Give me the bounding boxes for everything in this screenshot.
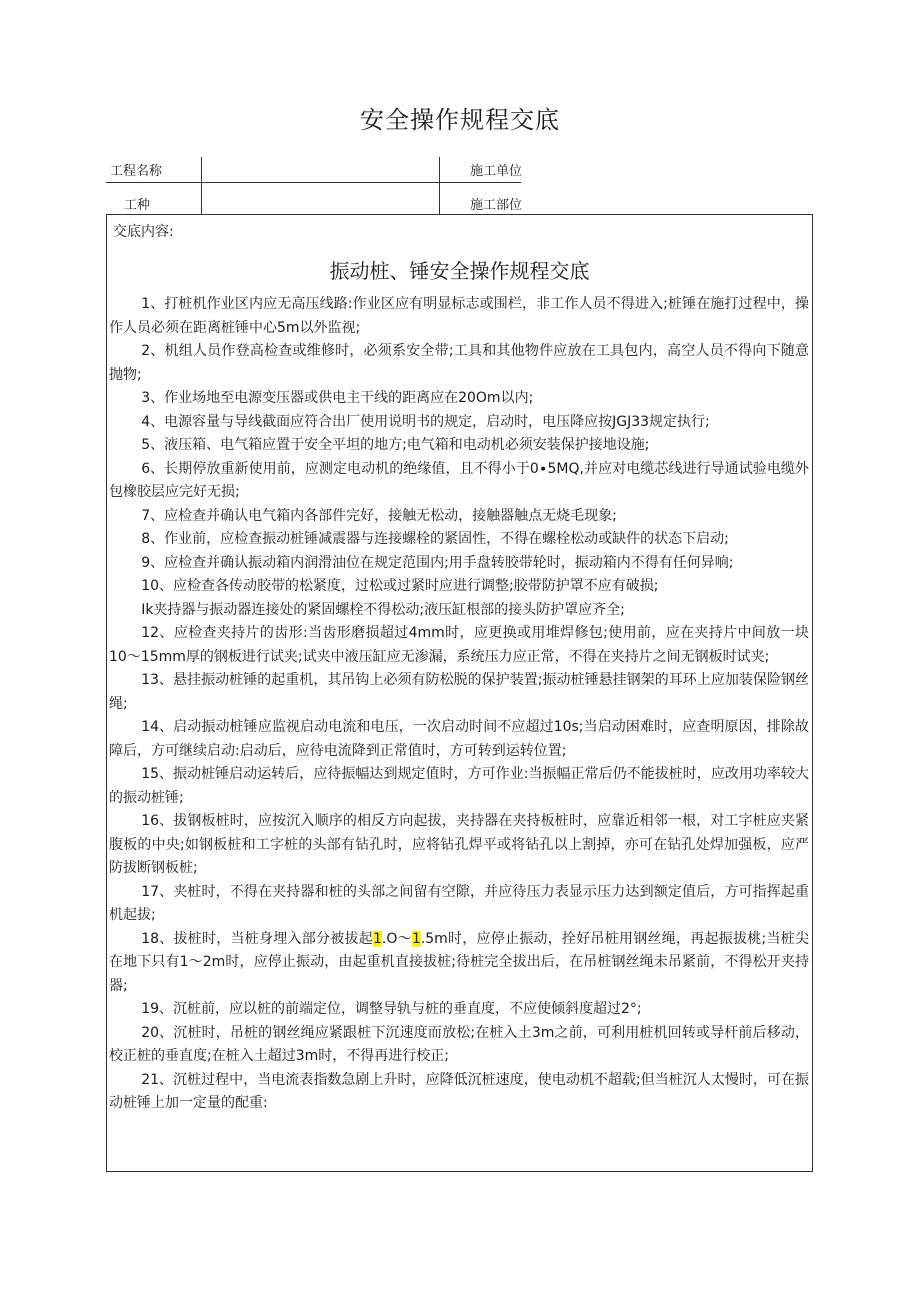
content-box <box>106 214 813 1172</box>
rule-18-text-mid: .O〜 <box>381 930 412 947</box>
rule-item: 14、启动振动桩锤应监视启动电流和电压，一次启动时间不应超过10s;当启动困难时，应查明原因，排除故障后，方可继续启动:启动后，应待电流降到正常值时，方可转到运转位置; <box>109 719 809 759</box>
rule-item: 10、应检查各传动胶带的松紧度，过松或过紧时应进行调整;胶带防护罩不应有破损; <box>141 578 659 594</box>
project-name-label: 工程名称 <box>110 164 163 179</box>
rule-item: 2、机组人员作登高检查或维修时，必须系安全带;工具和其他物件应放在工具包内，高空人员不得向下随意抛物; <box>109 343 809 383</box>
rules-list <box>109 293 809 1116</box>
rule-18-text-after: .5m时，应停止振动，拴好吊桩用钢丝绳，再起振拔桃;当桩尖在地下只有1〜2m时，应停止振动，由起重机直接拔桩;待桩完全拔出后，在吊桩钢丝绳未吊紧前，不得松开夹持器; <box>109 930 809 994</box>
rule-item: 12、应检查夹持片的齿形:当齿形磨损超过4mm时，应更换或用堆焊修包;使用前，应在夹持片中间放一块10〜15mm厚的钢板进行试夹;试夹中液压缸应无渗漏，系统压力应正常，不得在夹持片之间无钢板时试夹; <box>109 625 809 665</box>
rule-18-text-before: 18、拔桩时，当桩身埋入部分被拔起 <box>141 930 373 947</box>
rule-item: 4、电源容量与导线截面应符合出厂使用说明书的规定，启动时，电压降应按JGJ33规定执行; <box>141 413 710 430</box>
rule-item: 13、悬挂振动桩锤的起重机，其吊钩上必须有防松脱的保护装置;振动桩锤悬挂钢架的耳环上应加装保险钢丝绳; <box>109 672 809 712</box>
rule-item: 9、应检查并确认振动箱内润滑油位在规定范围内;用手盘转胶带轮时，振动箱内不得有任何异响; <box>141 554 734 571</box>
rule-item: 19、沉桩前，应以桩的前端定位，调整导轨与桩的垂直度，不应使倾斜度超过2°; <box>141 1001 642 1017</box>
rule-item: 7、应检查并确认电气箱内各部件完好，接触无松动，接触器触点无烧毛现象; <box>141 507 617 524</box>
rule-item: 17、夹桩时，不得在夹持器和桩的头部之间留有空隙，并应待压力表显示压力达到额定值后，方可指挥起重机起拔; <box>109 883 809 923</box>
page-title: 安全操作规程交底 <box>360 106 560 134</box>
intro-label: 交底内容: <box>113 224 174 240</box>
rule-item: 6、长期停放重新使用前，应测定电动机的绝缘值，且不得小于0∙5MQ,并应对电缆芯线进行导通试验电缆外包橡胶层应完好无损; <box>109 460 809 500</box>
rule-item: 3、作业场地至电源变压器或供电主干线的距离应在20Om以内; <box>141 390 534 406</box>
rule-item: 20、沉桩时，吊桩的钢丝绳应紧跟桩下沉速度而放松;在桩入土3m之前，可利用桩机回转或导杆前后移动，校正桩的垂直度;在桩入土超过3m时，不得再进行校正; <box>109 1024 809 1064</box>
construction-part-label: 施工部位 <box>470 198 523 213</box>
rule-item: 8、作业前，应检查振动桩锤减震器与连接螺栓的紧固性，不得在螺栓松动或缺件的状态下启动; <box>141 531 729 547</box>
header-col-divider-right <box>439 157 440 214</box>
header-col-divider-left <box>201 157 202 214</box>
construction-unit-label: 施工单位 <box>470 164 523 179</box>
header-row-divider <box>106 182 521 183</box>
highlighted-digit: 1 <box>372 930 382 947</box>
rule-item-18 <box>109 928 809 999</box>
highlighted-digit: 1 <box>411 930 421 947</box>
rule-item: 5、液压箱、电气箱应置于安全平坦的地方;电气箱和电动机必须安装保护接地设施; <box>141 437 650 453</box>
rule-item: 1、打桩机作业区内应无高压线路:作业区应有明显标志或围栏，非工作人员不得进入;桩锤在施打过程中，操作人员必须在距离桩锤中心5m以外监视; <box>109 296 809 336</box>
rule-item: 16、拔钢板桩时，应按沉入顺序的相反方向起拔，夹持器在夹持板桩时，应靠近相邻一根，对工字桩应夹紧腹板的中央;如钢板桩和工字桩的头部有钻孔时，应将钻孔焊平或将钻孔以上割掉，亦可在钻孔处焊加强板，应严防拔断钢板桩; <box>109 813 809 876</box>
rule-item: 21、沉桩过程中，当电流表指数急剧上升时，应降低沉桩速度，使电动机不超载;但当桩沉人太慢时，可在振动桩锤上加一定量的配重: <box>109 1071 809 1111</box>
rule-item: Ik夹持器与振动器连接处的紧固螺栓不得松动;液压缸根部的接头防护罩应齐全; <box>141 601 625 618</box>
section-subtitle: 振动桩、锤安全操作规程交底 <box>329 259 590 283</box>
rule-item: 15、振动桩锤启动运转后，应待振幅达到规定值时，方可作业:当振幅正常后仍不能拔桩时，应改用功率较大的振动桩锤; <box>109 766 809 806</box>
work-type-label: 工种 <box>124 198 151 213</box>
